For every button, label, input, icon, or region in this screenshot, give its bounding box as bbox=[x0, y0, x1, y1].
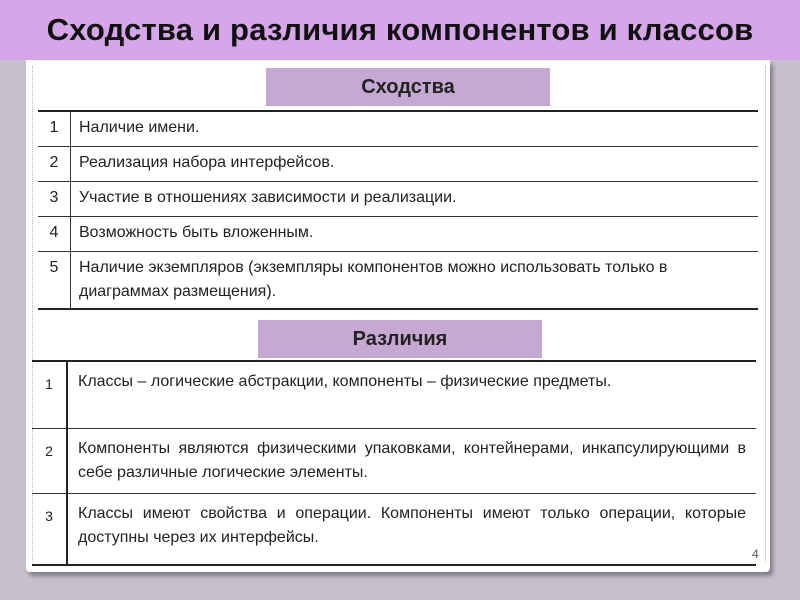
row-text: Классы – логические абстракции, компоненты – физические предметы. bbox=[67, 361, 756, 429]
row-number: 4 bbox=[38, 217, 71, 252]
table-row bbox=[32, 494, 756, 566]
similarities-table bbox=[38, 110, 758, 310]
table-row bbox=[38, 252, 758, 310]
differences-heading: Различия bbox=[258, 320, 542, 358]
row-number: 3 bbox=[38, 182, 71, 217]
row-text: Возможность быть вложенным. bbox=[71, 217, 759, 252]
table-row bbox=[32, 429, 756, 494]
row-text: Участие в отношениях зависимости и реализации. bbox=[71, 182, 759, 217]
row-text: Наличие имени. bbox=[71, 111, 759, 147]
slide-title: Сходства и различия компонентов и классов bbox=[46, 12, 754, 47]
table-row bbox=[38, 182, 758, 217]
row-number: 1 bbox=[38, 111, 71, 147]
row-text: Компоненты являются физическими упаковками, контейнерами, инкапсулирующими в себе различные логические элементы. bbox=[67, 429, 756, 494]
row-number: 5 bbox=[38, 252, 71, 310]
row-number: 3 bbox=[32, 494, 67, 566]
table-row bbox=[32, 361, 756, 429]
table-row bbox=[38, 147, 758, 182]
table-row bbox=[38, 217, 758, 252]
row-text: Наличие экземпляров (экземпляры компонентов можно использовать только в диаграммах размещения). bbox=[71, 252, 759, 310]
similarities-heading: Сходства bbox=[266, 68, 550, 106]
row-number: 2 bbox=[38, 147, 71, 182]
row-number: 2 bbox=[32, 429, 67, 494]
title-band bbox=[0, 0, 800, 60]
row-text: Реализация набора интерфейсов. bbox=[71, 147, 759, 182]
row-number: 1 bbox=[32, 361, 67, 429]
row-text: Классы имеют свойства и операции. Компоненты имеют только операции, которые доступны через их интерфейсы. bbox=[67, 494, 756, 566]
page-number: 4 bbox=[752, 547, 759, 561]
table-row bbox=[38, 111, 758, 147]
differences-table bbox=[32, 360, 756, 566]
